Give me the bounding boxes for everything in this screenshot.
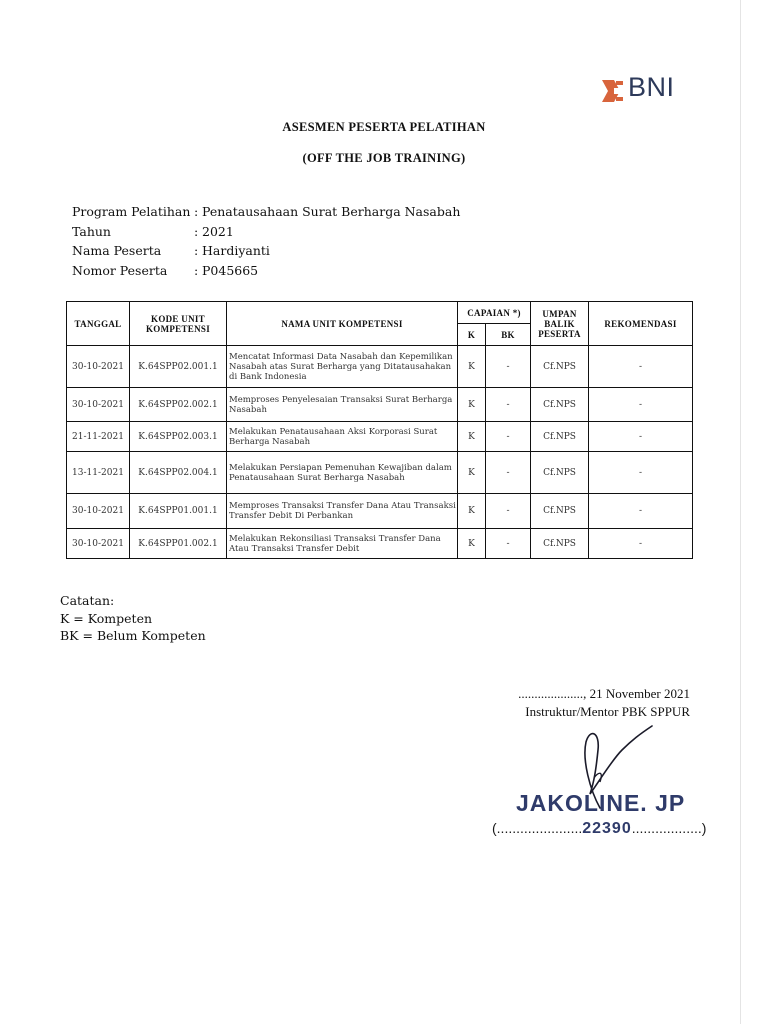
cell-rekomendasi: -: [589, 529, 693, 559]
cell-bk: -: [486, 494, 531, 529]
cell-nama: Melakukan Penatausahaan Aksi Korporasi Surat Berharga Nasabah: [227, 422, 458, 452]
cell-tanggal: 13-11-2021: [67, 452, 130, 494]
cell-kode: K.64SPP02.003.1: [130, 422, 227, 452]
logo-text: BNI: [628, 72, 675, 102]
stamp-dots-right: ..................): [631, 820, 707, 836]
cell-umpan: Cf.NPS: [531, 388, 589, 422]
header-nama-unit: NAMA UNIT KOMPETENSI: [227, 302, 458, 346]
cell-rekomendasi: -: [589, 346, 693, 388]
cell-k: K: [458, 346, 486, 388]
info-value: P045665: [202, 262, 259, 278]
table-row: [67, 529, 693, 559]
cell-kode: K.64SPP01.002.1: [130, 529, 227, 559]
cell-k: K: [458, 452, 486, 494]
info-row-year: [72, 222, 460, 242]
info-separator: :: [194, 262, 199, 278]
header-kode-unit: KODE UNIT KOMPETENSI: [130, 302, 227, 346]
info-label: Nomor Peserta: [72, 262, 168, 278]
info-row-program: [72, 202, 460, 222]
mentor-stamp-name: JAKOLINE. JP: [516, 790, 686, 816]
table-row: [67, 422, 693, 452]
cell-rekomendasi: -: [589, 452, 693, 494]
assessment-table: [66, 301, 693, 559]
info-separator: :: [194, 204, 199, 220]
table-row: [67, 494, 693, 529]
info-value: Penatausahaan Surat Berharga Nasabah: [202, 204, 461, 220]
header-bk: BK: [486, 324, 531, 346]
info-row-number: [72, 261, 460, 281]
cell-bk: -: [486, 388, 531, 422]
table-row: [67, 346, 693, 388]
info-label: Tahun: [72, 223, 111, 239]
cell-k: K: [458, 494, 486, 529]
header-rekomendasi: REKOMENDASI: [589, 302, 693, 346]
cell-tanggal: 30-10-2021: [67, 529, 130, 559]
mentor-stamp-number: [492, 820, 707, 838]
cell-umpan: Cf.NPS: [531, 346, 589, 388]
cell-nama: Melakukan Rekonsiliasi Transaksi Transfer Dana Atau Transaksi Transfer Debit: [227, 529, 458, 559]
cell-kode: K.64SPP02.001.1: [130, 346, 227, 388]
cell-nama: Melakukan Persiapan Pemenuhan Kewajiban dalam Penatausahaan Surat Berharga Nasabah: [227, 452, 458, 494]
cell-tanggal: 21-11-2021: [67, 422, 130, 452]
cell-k: K: [458, 529, 486, 559]
cell-bk: -: [486, 452, 531, 494]
cell-umpan: Cf.NPS: [531, 422, 589, 452]
table-row: [67, 452, 693, 494]
info-separator: :: [194, 223, 199, 239]
cell-k: K: [458, 388, 486, 422]
cell-bk: -: [486, 529, 531, 559]
cell-nama: Mencatat Informasi Data Nasabah dan Kepemilikan Nasabah atas Surat Berharga yang Ditatausahakan di Bank Indonesia: [227, 346, 458, 388]
signoff-date: ...................., 21 November 2021: [518, 686, 690, 701]
info-separator: :: [194, 243, 199, 259]
cell-nama: Memproses Penyelesaian Transaksi Surat Berharga Nasabah: [227, 388, 458, 422]
header-k: K: [458, 324, 486, 346]
cell-tanggal: 30-10-2021: [67, 346, 130, 388]
cell-tanggal: 30-10-2021: [67, 388, 130, 422]
document-subtitle: (OFF THE JOB TRAINING): [302, 151, 466, 165]
cell-kode: K.64SPP01.001.1: [130, 494, 227, 529]
cell-bk: -: [486, 422, 531, 452]
notes-heading: Catatan:: [60, 593, 115, 608]
notes: [60, 592, 206, 645]
header-tanggal: TANGGAL: [67, 302, 130, 346]
cell-rekomendasi: -: [589, 388, 693, 422]
cell-nama: Memproses Transaksi Transfer Dana Atau Transaksi Transfer Debit Di Perbankan: [227, 494, 458, 529]
notes-line-k: K = Kompeten: [60, 610, 153, 626]
cell-kode: K.64SPP02.004.1: [130, 452, 227, 494]
cell-bk: -: [486, 346, 531, 388]
header-capaian: CAPAIAN *): [458, 302, 531, 324]
signoff-block: [518, 685, 690, 721]
cell-umpan: Cf.NPS: [531, 529, 589, 559]
document-title: ASESMEN PESERTA PELATIHAN: [282, 120, 486, 134]
participant-info: [72, 202, 460, 280]
cell-umpan: Cf.NPS: [531, 494, 589, 529]
notes-line-bk: BK = Belum Kompeten: [60, 628, 206, 643]
info-label: Nama Peserta: [72, 243, 162, 259]
stamp-dots-left: (......................: [492, 820, 583, 836]
cell-k: K: [458, 422, 486, 452]
cell-rekomendasi: -: [589, 494, 693, 529]
info-label: Program Pelatihan: [72, 204, 191, 220]
cell-rekomendasi: -: [589, 422, 693, 452]
mentor-number: 22390: [582, 820, 632, 837]
cell-umpan: Cf.NPS: [531, 452, 589, 494]
info-value: Hardiyanti: [202, 243, 270, 259]
info-row-name: [72, 241, 460, 261]
signoff-role: Instruktur/Mentor PBK SPPUR: [525, 704, 690, 719]
cell-kode: K.64SPP02.002.1: [130, 388, 227, 422]
table-row: [67, 388, 693, 422]
info-value: 2021: [202, 223, 234, 239]
cell-tanggal: 30-10-2021: [67, 494, 130, 529]
header-umpan-balik: UMPAN BALIK PESERTA: [531, 302, 589, 346]
